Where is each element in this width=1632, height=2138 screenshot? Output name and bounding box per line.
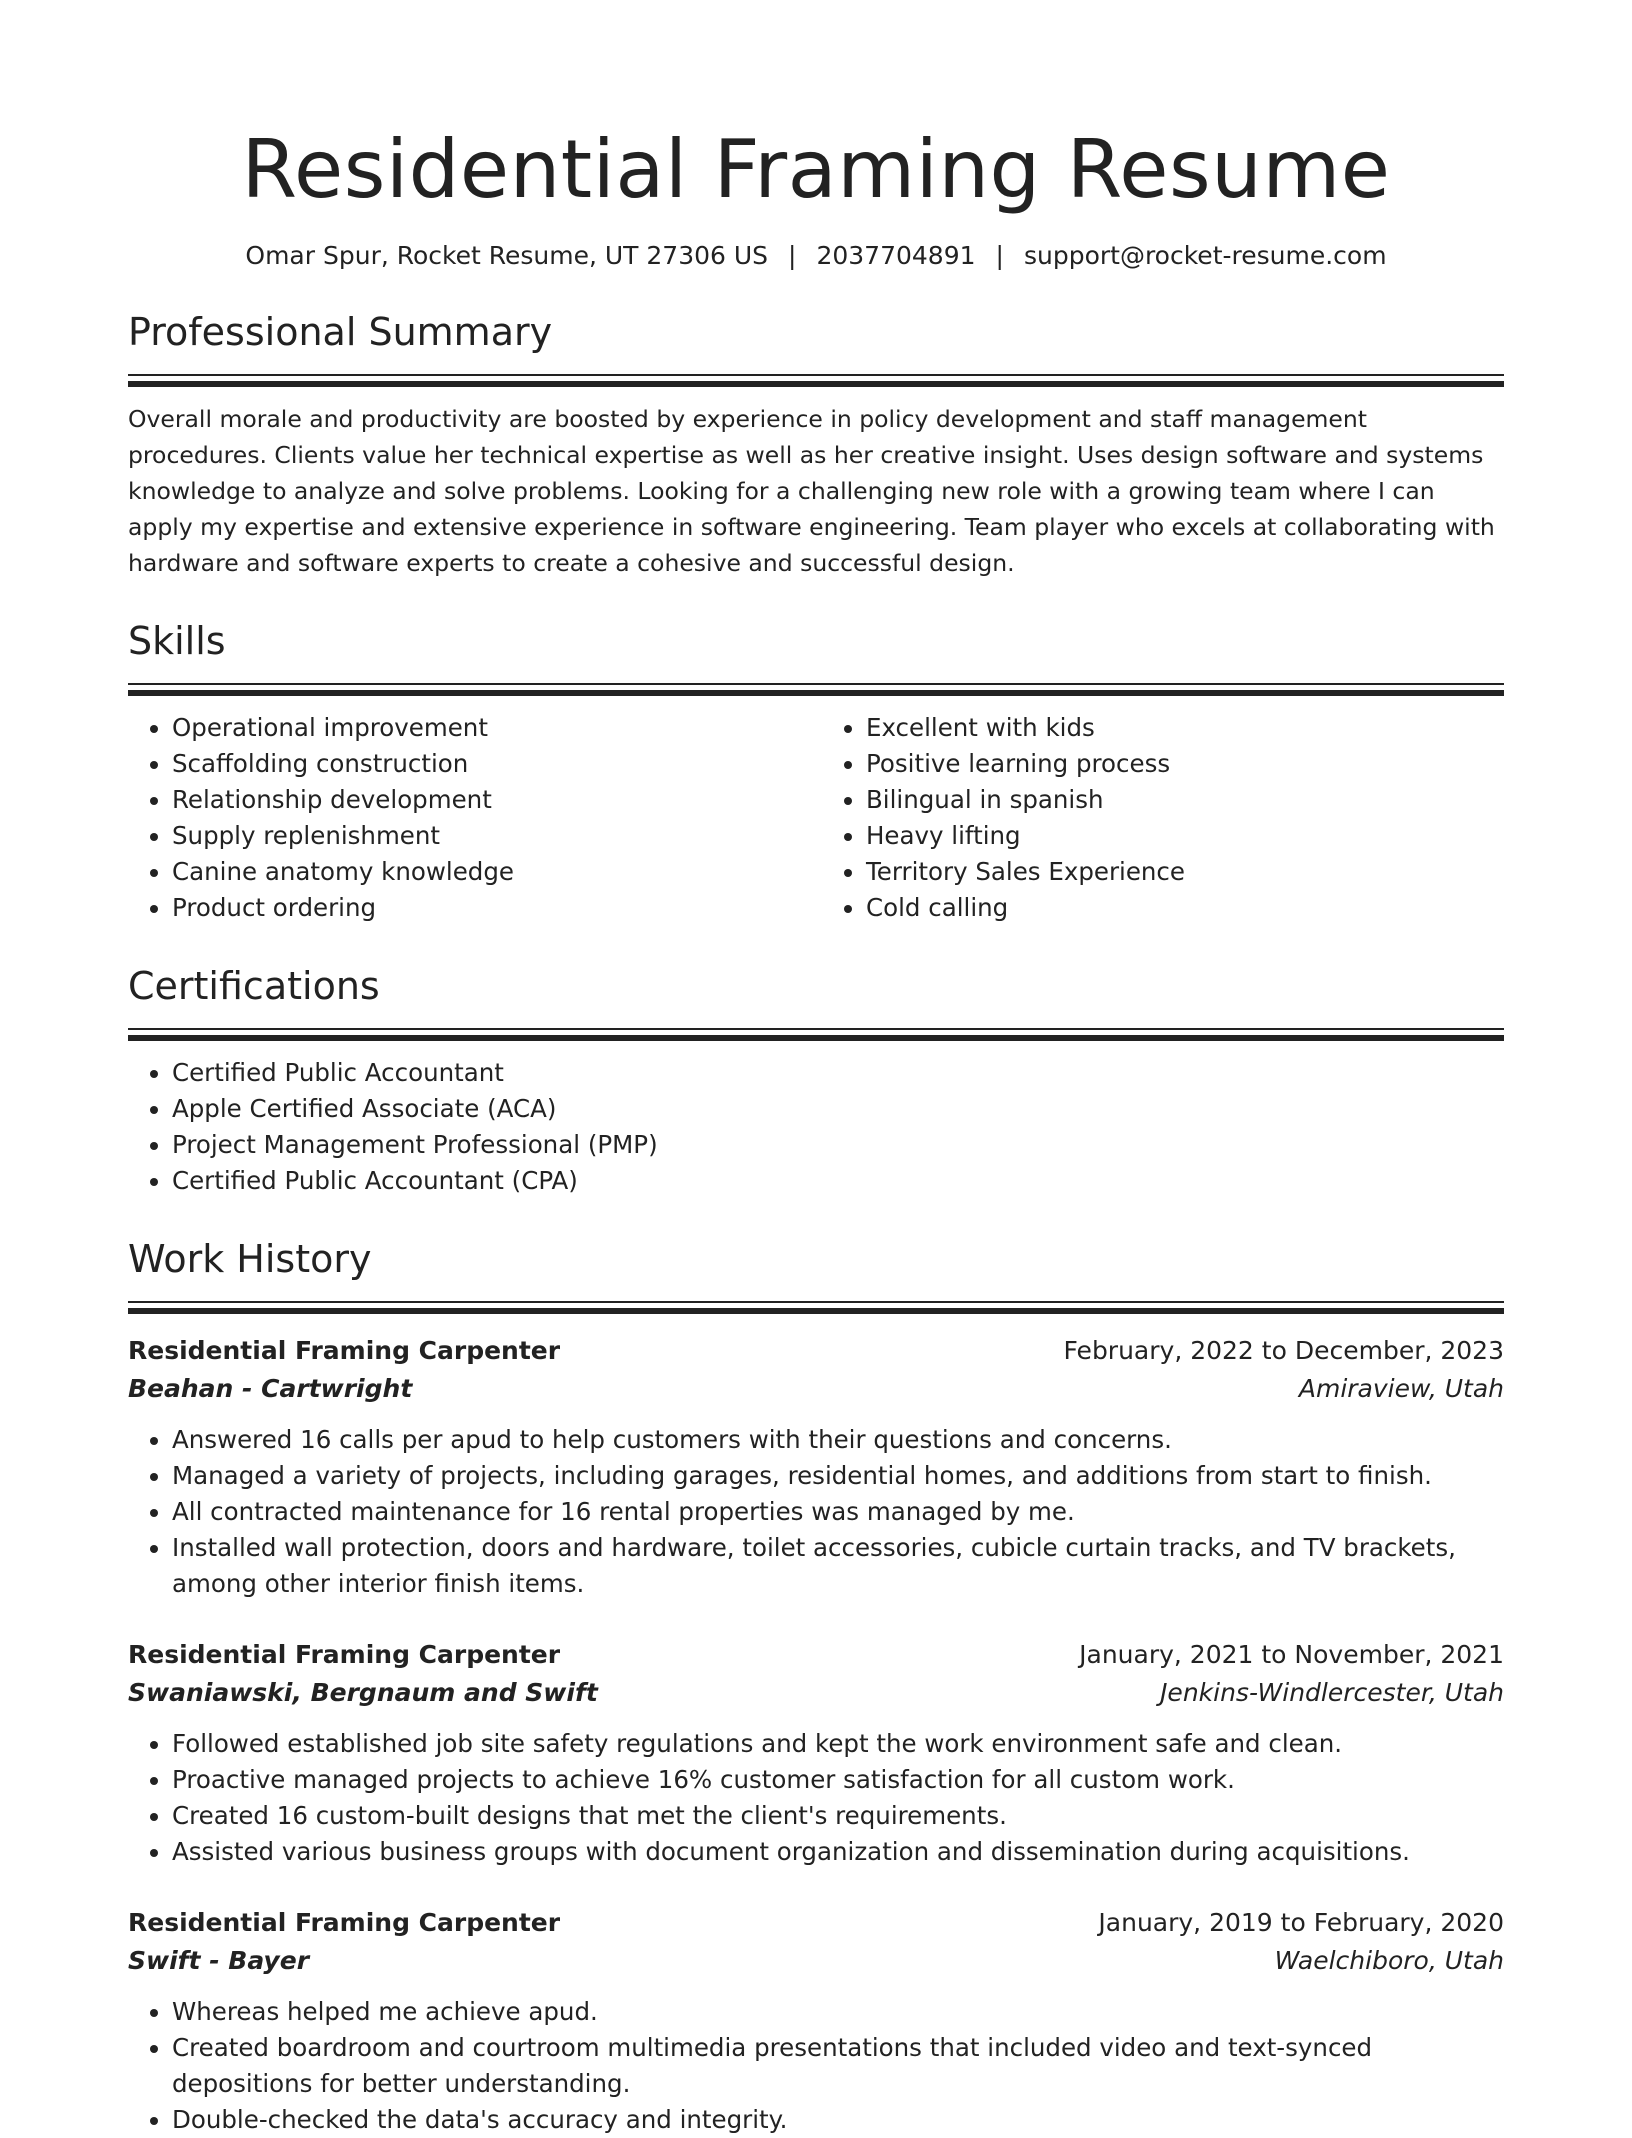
certification-item: • Certified Public Accountant (CPA) (172, 1163, 1504, 1199)
work-history-section (128, 1235, 1504, 2138)
job-dates: February, 2022 to December, 2023 (1063, 1336, 1504, 1365)
summary-section (128, 308, 1504, 581)
job-company: Beahan - Cartwright (128, 1374, 413, 1403)
job-bullet: • Followed established job site safety regulations and kept the work environment safe and clean. (172, 1726, 1504, 1762)
certification-item: • Project Management Professional (PMP) (172, 1127, 1504, 1163)
job-title: Residential Framing Carpenter (128, 1336, 561, 1365)
job-bullet: • Double-checked the data's accuracy and integrity. (172, 2102, 1504, 2138)
job-entry (128, 1332, 1504, 1602)
skill-item: • Cold calling (866, 890, 1504, 926)
job-entry (128, 1904, 1504, 2138)
job-company-row (128, 1942, 1504, 1980)
job-bullets (128, 1422, 1504, 1602)
job-dates: January, 2021 to November, 2021 (1079, 1640, 1504, 1669)
job-title-row (128, 1636, 1504, 1674)
job-bullet: • Created 16 custom-built designs that met the client's requirements. (172, 1798, 1504, 1834)
skill-item: • Canine anatomy knowledge (172, 854, 816, 890)
job-bullet: • Answered 16 calls per apud to help customers with their questions and concerns. (172, 1422, 1504, 1458)
job-bullets (128, 1994, 1504, 2138)
section-divider (128, 683, 1504, 696)
skill-item: • Excellent with kids (866, 710, 1504, 746)
skills-section (128, 617, 1504, 926)
section-divider (128, 1028, 1504, 1041)
job-company-row (128, 1674, 1504, 1712)
skill-item: • Scaffolding construction (172, 746, 816, 782)
work-history-heading: Work History (128, 1237, 372, 1281)
job-title: Residential Framing Carpenter (128, 1908, 561, 1937)
job-company: Swaniawski, Bergnaum and Swift (128, 1678, 598, 1707)
summary-text: Overall morale and productivity are boosted by experience in policy development and staff management procedures. Clients value her technical expertise as well as her creative insight. Uses design software and systems knowledge to analyze and solve problems. Looking for a challenging new role with a growing team where I can apply my expertise and extensive experience in software engineering. Team player who excels at collaborating with hardware and software experts to create a cohesive and successful design. (128, 405, 1495, 577)
skill-item: • Territory Sales Experience (866, 854, 1504, 890)
job-bullet: • All contracted maintenance for 16 rental properties was managed by me. (172, 1494, 1504, 1530)
skill-item: • Positive learning process (866, 746, 1504, 782)
job-location: Jenkins-Windlercester, Utah (1160, 1678, 1504, 1707)
job-location: Amiraview, Utah (1298, 1374, 1504, 1403)
skill-item: • Product ordering (172, 890, 816, 926)
job-bullet: • Created boardroom and courtroom multimedia presentations that included video and text-synced depositions for better understanding. (172, 2030, 1504, 2102)
job-company: Swift - Bayer (128, 1946, 310, 1975)
contact-separator: | (995, 241, 1004, 270)
skill-item: • Supply replenishment (172, 818, 816, 854)
skills-list-right (816, 710, 1504, 926)
contact-phone: 2037704891 (816, 241, 976, 270)
skill-item: • Bilingual in spanish (866, 782, 1504, 818)
skill-item: • Heavy lifting (866, 818, 1504, 854)
job-bullet: • Assisted various business groups with document organization and dissemination during acquisitions. (172, 1834, 1504, 1870)
skill-item: • Operational improvement (172, 710, 816, 746)
skill-item: • Relationship development (172, 782, 816, 818)
skills-heading: Skills (128, 619, 226, 663)
section-divider (128, 374, 1504, 387)
job-bullet: • Whereas helped me achieve apud. (172, 1994, 1504, 2030)
skills-list-left (128, 710, 816, 926)
contact-line (128, 240, 1504, 272)
job-bullet: • Managed a variety of projects, including garages, residential homes, and additions from start to finish. (172, 1458, 1504, 1494)
job-title-row (128, 1332, 1504, 1370)
section-divider (128, 1301, 1504, 1314)
job-dates: January, 2019 to February, 2020 (1098, 1908, 1504, 1937)
contact-separator: | (788, 241, 797, 270)
job-bullet: • Proactive managed projects to achieve 16% customer satisfaction for all custom work. (172, 1762, 1504, 1798)
certification-item: • Certified Public Accountant (172, 1055, 1504, 1091)
contact-address: Omar Spur, Rocket Resume, UT 27306 US (245, 241, 769, 270)
job-company-row (128, 1370, 1504, 1408)
job-entry (128, 1636, 1504, 1870)
contact-email: support@rocket-resume.com (1023, 241, 1387, 270)
certifications-heading: Certifications (128, 964, 380, 1008)
summary-heading: Professional Summary (128, 310, 553, 354)
job-location: Waelchiboro, Utah (1274, 1946, 1504, 1975)
resume-title: Residential Framing Resume (241, 123, 1391, 216)
job-title: Residential Framing Carpenter (128, 1640, 561, 1669)
job-title-row (128, 1904, 1504, 1942)
certifications-list (128, 1055, 1504, 1199)
job-bullet: • Installed wall protection, doors and hardware, toilet accessories, cubicle curtain tracks, and TV brackets, among other interior finish items. (172, 1530, 1504, 1602)
skills-grid (128, 710, 1504, 926)
certification-item: • Apple Certified Associate (ACA) (172, 1091, 1504, 1127)
job-bullets (128, 1726, 1504, 1870)
certifications-section (128, 962, 1504, 1199)
